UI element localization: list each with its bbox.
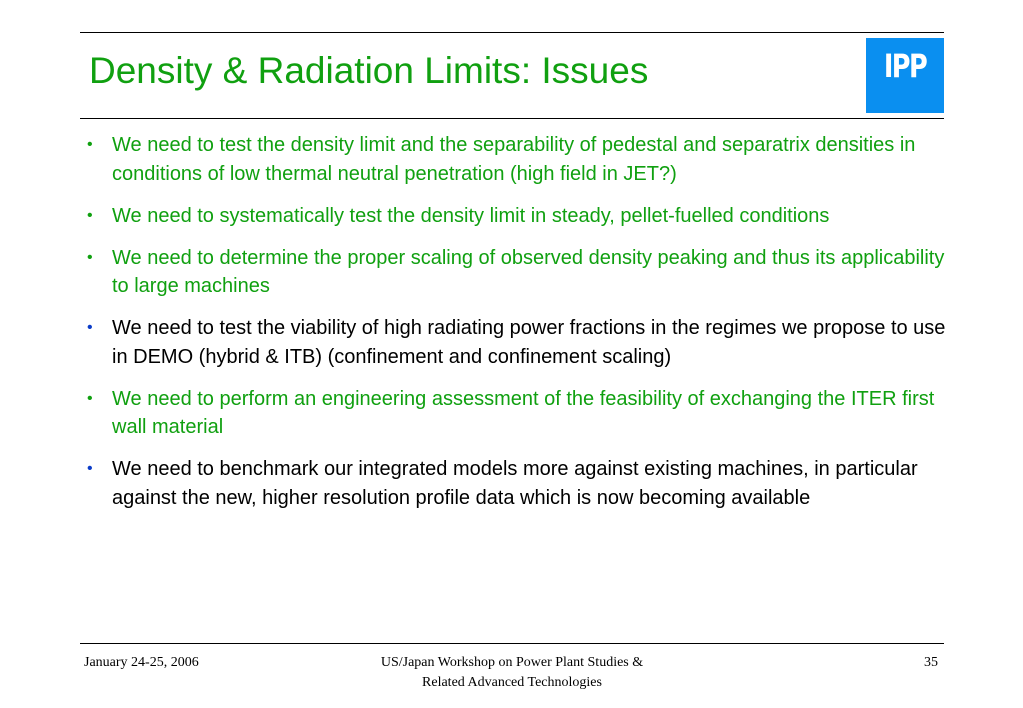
bullet-dot-icon: • bbox=[87, 389, 93, 407]
title-rule bbox=[80, 118, 944, 119]
bullet-text: We need to benchmark our integrated models more against existing machines, in particular against the new, higher resolution profile data which is now becoming available bbox=[112, 458, 918, 509]
bullet-text: We need to test the viability of high radiating power fractions in the regimes we propose to use in DEMO (hybrid & ITB) (confinement and confinement scaling) bbox=[112, 317, 946, 368]
footer-date: January 24-25, 2006 bbox=[84, 655, 199, 670]
bullet-dot-icon: • bbox=[87, 206, 93, 224]
footer-page-number: 35 bbox=[924, 655, 938, 670]
bullet-list bbox=[86, 131, 946, 526]
bullet-dot-icon: • bbox=[87, 248, 93, 266]
bullet-item bbox=[86, 455, 946, 512]
footer-rule bbox=[80, 643, 944, 644]
bullet-dot-icon: • bbox=[87, 319, 93, 336]
top-rule bbox=[80, 32, 944, 33]
footer-event-line1: US/Japan Workshop on Power Plant Studies & bbox=[380, 655, 644, 670]
bullet-item bbox=[86, 314, 946, 371]
slide-title: Density & Radiation Limits: Issues bbox=[89, 50, 649, 91]
bullet-text: We need to test the density limit and the separability of pedestal and separatrix densities in conditions of low thermal neutral penetration (high field in JET?) bbox=[112, 134, 916, 185]
footer-event-line2: Related Advanced Technologies bbox=[422, 675, 602, 690]
ipp-logo bbox=[866, 38, 944, 113]
footer-event bbox=[312, 653, 712, 693]
bullet-dot-icon: • bbox=[87, 136, 93, 153]
bullet-item bbox=[86, 385, 946, 442]
bullet-text: We need to perform an engineering assessment of the feasibility of exchanging the ITER first wall material bbox=[112, 387, 935, 438]
bullet-text: We need to determine the proper scaling of observed density peaking and thus its applicability to large machines bbox=[112, 246, 945, 297]
bullet-item bbox=[86, 202, 946, 231]
ipp-logo-text: IPP bbox=[883, 47, 927, 85]
bullet-item bbox=[86, 244, 946, 301]
bullet-dot-icon: • bbox=[87, 460, 93, 477]
bullet-text: We need to systematically test the density limit in steady, pellet-fuelled conditions bbox=[112, 204, 830, 227]
bullet-item bbox=[86, 131, 946, 188]
